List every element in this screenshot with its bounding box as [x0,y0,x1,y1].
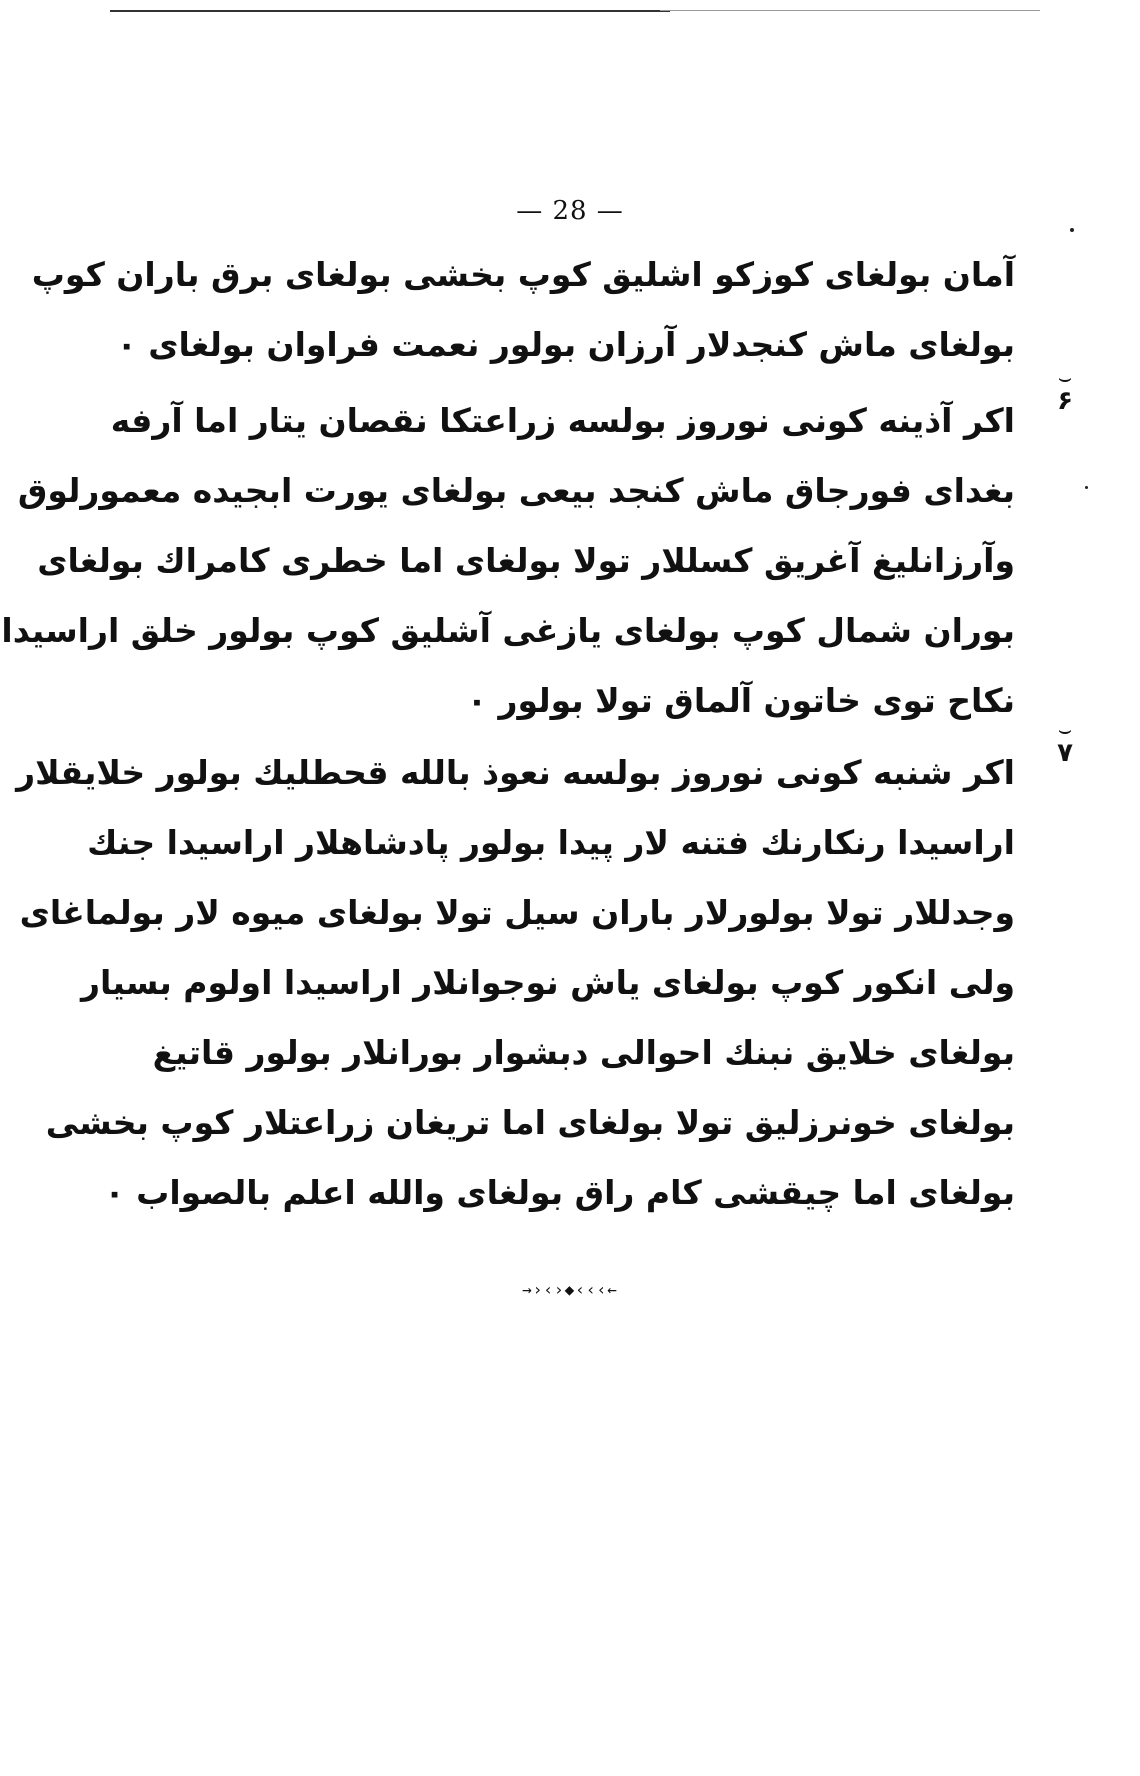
ink-speck [1085,486,1088,489]
paragraph-marker-7 [1040,718,1090,768]
text-line: اراسیدا رنکارنك فتنه لار پیدا بولور پادشاهلار اراسیدا جنك [87,823,1015,862]
text-line: آمان بولغای کوزکو اشلیق کوپ بخشی بولغای برق باران کوپ [31,255,1015,294]
top-edge-rule-faded [660,10,1040,11]
marker-number: ۶ [1057,386,1073,416]
text-line: بولغای خلایق نبنك احوالی دبشوار بورانلار بولور قاتیغ [152,1033,1015,1072]
marker-hook-icon: ⌣ [1057,366,1073,391]
marker-hook-icon: ⌣ [1057,718,1073,743]
text-line: ولی انکور کوپ بولغای یاش نوجوانلار اراسیدا اولوم بسیار [80,963,1015,1002]
paragraph-continuation [31,240,1015,380]
paragraph-6 [1,386,1015,736]
text-line: اکر شنبه کونی نوروز بولسه نعوذ بالله قحطلیك بولور خلایقلار [16,753,1015,792]
ink-speck [1070,228,1074,232]
paragraph-7 [16,738,1015,1228]
end-ornament: →›‹›◆‹‹‹← [522,1280,618,1299]
text-line: وجدللار تولا بولورلار باران سیل تولا بولغای میوه لار بولماغای [19,893,1015,932]
text-line: بولغای خونرزلیق تولا بولغای اما تریغان زراعتلار کوپ بخشی [45,1103,1015,1142]
text-line: بولغای اما چیقشی کام راق بولغای والله اعلم بالصواب ۰ [104,1173,1015,1212]
top-edge-rule [110,10,670,12]
text-line: بغدای فورجاق ماش کنجد بیعی بولغای یورت ابجیده معمورلوق [17,471,1015,510]
text-line: بوران شمال کوپ بولغای یازغی آشلیق کوپ بولور خلق اراسیدا [1,611,1015,650]
marker-number: ۷ [1057,738,1073,768]
paragraph-marker-6 [1040,366,1090,416]
text-line: بولغای ماش کنجدلار آرزان بولور نعمت فراوان بولغای ۰ [116,325,1015,364]
page-number: — 28 — [516,196,624,226]
text-line: وآرزانلیغ آغریق کسللار تولا بولغای اما خطری کامراك بولغای [37,541,1015,580]
text-line: نکاح توی خاتون آلماق تولا بولور ۰ [466,681,1015,720]
text-line: اکر آذینه کونی نوروز بولسه زراعتکا نقصان یتار اما آرفه [110,401,1015,440]
